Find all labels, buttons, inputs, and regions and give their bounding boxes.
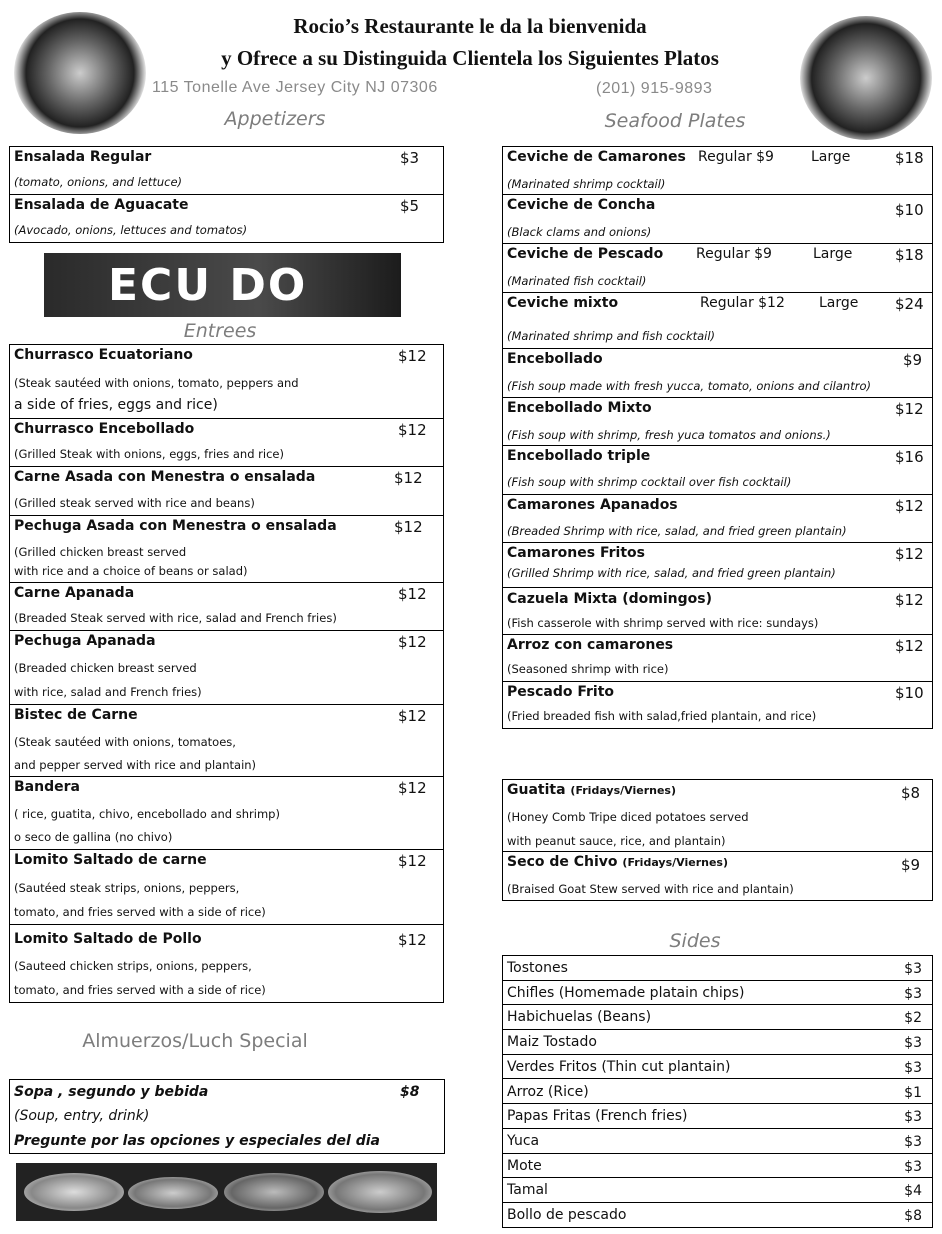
item-desc: ( rice, guatita, chivo, encebollado and shrimp) [14, 807, 280, 821]
side-name: Arroz (Rice) [507, 1083, 589, 1100]
item-price: $12 [398, 633, 427, 651]
side-row [503, 1178, 932, 1203]
item-price: $5 [400, 197, 420, 215]
side-row [503, 1104, 932, 1129]
item-name: Lomito Saltado de carne [14, 852, 207, 868]
title-line-2: y Ofrece a su Distinguida Clientela los Siguientes Platos [221, 46, 719, 70]
item-desc: (tomato, onions, and lettuce) [14, 175, 183, 189]
item-desc: (Marinated shrimp cocktail) [507, 177, 666, 191]
item-desc: (Fish soup made with fresh yucca, tomato, onions and cilantro) [507, 379, 871, 393]
item-regular-price: Regular $12 [700, 295, 785, 311]
side-name: Mote [507, 1157, 542, 1174]
item-name: Arroz con camarones [507, 637, 674, 653]
seafood-heading: Seafood Plates [604, 110, 746, 132]
side-row [503, 981, 932, 1006]
side-row [503, 1080, 932, 1105]
lunch-line-1: Sopa , segundo y bebida [14, 1084, 209, 1100]
item-desc: (Grilled steak served with rice and beans) [14, 496, 255, 510]
item-price: $9 [901, 856, 921, 874]
menu-item [503, 398, 932, 446]
phone: (201) 915-9893 [596, 80, 713, 97]
menu-item [10, 631, 443, 705]
side-price: $2 [904, 1010, 922, 1027]
menu-item [503, 543, 932, 588]
item-desc: (Fish soup with shrimp cocktail over fish cocktail) [507, 475, 792, 489]
item-name: Carne Asada con Menestra o ensalada [14, 469, 316, 485]
item-price: $12 [398, 852, 427, 870]
lunch-line-3: Pregunte por las opciones y especiales del dia [14, 1133, 380, 1149]
item-desc: (Grilled Steak with onions, eggs, fries and rice) [14, 447, 284, 461]
item-desc: (Grilled chicken breast served [14, 545, 187, 559]
item-name: Bandera [14, 779, 80, 795]
menu-item [10, 925, 443, 1003]
item-name: Camarones Fritos [507, 545, 645, 561]
specials-box [502, 779, 933, 901]
item-desc: (Honey Comb Tripe diced potatoes served [507, 810, 749, 824]
plate-1 [24, 1173, 124, 1211]
entrees-heading: Entrees [183, 320, 257, 342]
item-name: Pechuga Apanada [14, 633, 156, 649]
item-name: Churrasco Ecuatoriano [14, 347, 193, 363]
item-desc: and pepper served with rice and plantain) [14, 758, 257, 772]
item-price: $12 [895, 545, 924, 563]
menu-item [503, 349, 932, 398]
item-desc: (Marinated shrimp and fish cocktail) [507, 329, 716, 343]
side-price: $3 [904, 961, 922, 977]
plate-2 [128, 1177, 218, 1209]
lunch-price: $8 [400, 1084, 420, 1100]
item-desc: (Steak sautéed with onions, tomato, peppers and [14, 376, 299, 390]
menu-item [503, 635, 932, 682]
item-name: Ensalada de Aguacate [14, 197, 189, 213]
menu-item [10, 705, 443, 777]
item-desc: (Fish casserole with shrimp served with rice: sundays) [507, 616, 819, 630]
entrees-box [9, 344, 444, 1003]
side-name: Tamal [507, 1182, 548, 1199]
item-day-tag: (Fridays/Viernes) [570, 784, 676, 797]
menu-item [10, 777, 443, 850]
soup-photo [800, 16, 932, 140]
menu-item [10, 195, 443, 243]
menu-item [503, 244, 932, 293]
menu-item [503, 780, 932, 852]
menu-item [503, 293, 932, 349]
item-name: Pescado Frito [507, 684, 615, 700]
item-price: $12 [398, 931, 427, 949]
menu-item [503, 852, 932, 901]
item-name: Bistec de Carne [14, 707, 138, 723]
item-regular-price: Regular $9 [698, 149, 774, 165]
side-price: $4 [904, 1183, 922, 1200]
item-desc: (Breaded Steak served with rice, salad and French fries) [14, 611, 337, 625]
menu-item [503, 147, 932, 195]
seafood-box [502, 146, 933, 729]
item-name: Pechuga Asada con Menestra o ensalada [14, 518, 337, 534]
side-row [503, 1129, 932, 1154]
lunch-line-2: (Soup, entry, drink) [14, 1108, 150, 1124]
item-desc: tomato, and fries served with a side of rice) [14, 983, 266, 997]
item-desc: (Breaded chicken breast served [14, 661, 197, 675]
item-desc: (Marinated fish cocktail) [507, 274, 647, 288]
side-row [503, 1203, 932, 1228]
ceviche-photo [14, 12, 146, 134]
appetizers-heading: Appetizers [224, 108, 326, 130]
item-price: $10 [895, 684, 924, 702]
menu-item [503, 446, 932, 495]
item-price: $12 [895, 497, 924, 515]
item-price: $10 [895, 201, 924, 219]
plate-4 [328, 1171, 432, 1213]
side-row [503, 956, 932, 981]
menu-item [10, 850, 443, 925]
side-name: Verdes Fritos (Thin cut plantain) [507, 1058, 731, 1075]
menu-item [503, 682, 932, 729]
side-price: $3 [904, 1133, 922, 1150]
item-price: $12 [398, 585, 427, 603]
item-name: Churrasco Encebollado [14, 421, 195, 437]
item-desc: (Sauteed chicken strips, onions, peppers, [14, 959, 252, 973]
item-name: Ceviche de Concha [507, 197, 656, 213]
item-name: Carne Apanada [14, 585, 135, 601]
side-row [503, 1030, 932, 1055]
side-price: $3 [904, 985, 922, 1002]
item-name: Lomito Saltado de Pollo [14, 931, 202, 947]
item-price: $9 [903, 351, 923, 369]
plate-3 [224, 1173, 324, 1211]
item-day-tag: (Fridays/Viernes) [622, 856, 728, 869]
item-price: $12 [895, 591, 924, 609]
address: 115 Tonelle Ave Jersey City NJ 07306 [152, 79, 438, 96]
item-large-label: Large [819, 295, 859, 311]
item-desc: with rice and a choice of beans or salad) [14, 564, 248, 578]
item-price: $18 [895, 149, 924, 167]
side-name: Maiz Tostado [507, 1034, 597, 1051]
item-name [507, 782, 676, 798]
side-price: $3 [904, 1059, 922, 1076]
menu-item [10, 467, 443, 516]
item-desc: (Steak sautéed with onions, tomatoes, [14, 735, 236, 749]
food-strip [16, 1163, 437, 1221]
item-desc: a side of fries, eggs and rice) [14, 397, 218, 413]
item-price: $12 [398, 421, 427, 439]
item-desc: (Black clams and onions) [507, 225, 652, 239]
item-large-label: Large [811, 149, 851, 165]
item-desc: with peanut sauce, rice, and plantain) [507, 834, 726, 848]
lunch-heading: Almuerzos/Luch Special [82, 1030, 308, 1052]
menu-item [10, 419, 443, 467]
side-name: Bollo de pescado [507, 1207, 627, 1223]
side-price: $3 [904, 1035, 922, 1052]
item-desc: o seco de gallina (no chivo) [14, 830, 173, 844]
item-name [507, 854, 728, 870]
side-price: $3 [904, 1109, 922, 1126]
item-name: Ensalada Regular [14, 149, 152, 165]
title-line-1: Rocio’s Restaurante le da la bienvenida [293, 14, 647, 38]
item-price: $16 [895, 448, 924, 466]
item-price: $12 [394, 469, 423, 487]
menu-item [503, 495, 932, 543]
item-price: $12 [398, 347, 427, 365]
side-row [503, 1154, 932, 1179]
item-price: $12 [398, 779, 427, 797]
item-name: Ceviche mixto [507, 295, 619, 311]
side-price: $3 [904, 1158, 922, 1175]
side-name: Habichuelas (Beans) [507, 1009, 652, 1026]
menu-item [503, 195, 932, 244]
item-desc: with rice, salad and French fries) [14, 685, 202, 699]
menu-item [10, 345, 443, 419]
menu-item [10, 147, 443, 195]
side-name: Papas Fritas (French fries) [507, 1108, 688, 1125]
side-price: $1 [904, 1084, 922, 1101]
menu-item [503, 588, 932, 635]
item-desc: (Seasoned shrimp with rice) [507, 662, 669, 676]
item-regular-price: Regular $9 [696, 246, 772, 262]
side-row [503, 1005, 932, 1030]
item-name: Encebollado triple [507, 448, 651, 464]
banner-text: ECU DO [108, 260, 308, 311]
item-price: $12 [398, 707, 427, 725]
side-name: Chifles (Homemade platain chips) [507, 984, 745, 1001]
item-title: Seco de Chivo [507, 854, 618, 870]
item-price: $12 [394, 518, 423, 536]
item-title: Guatita [507, 782, 566, 798]
item-desc: (Braised Goat Stew served with rice and plantain) [507, 882, 794, 896]
appetizers-box [9, 146, 444, 243]
item-name: Encebollado [507, 351, 603, 367]
item-price: $3 [400, 149, 420, 167]
menu-item [10, 516, 443, 583]
side-name: Tostones [507, 960, 568, 976]
item-price: $12 [895, 637, 924, 655]
item-desc: tomato, and fries served with a side of rice) [14, 905, 266, 919]
sides-heading: Sides [669, 930, 721, 952]
item-large-label: Large [813, 246, 853, 262]
item-name: Encebollado Mixto [507, 400, 652, 416]
item-price: $12 [895, 400, 924, 418]
menu-item [10, 583, 443, 631]
item-desc: (Breaded Shrimp with rice, salad, and fried green plantain) [507, 524, 847, 538]
ecuador-banner [44, 253, 401, 317]
item-name: Cazuela Mixta (domingos) [507, 591, 712, 607]
sides-box [502, 955, 933, 1228]
item-name: Ceviche de Camarones [507, 149, 686, 165]
item-desc: (Fried breaded fish with salad,fried plantain, and rice) [507, 709, 817, 723]
side-row [503, 1055, 932, 1080]
item-desc: (Fish soup with shrimp, fresh yuca tomatos and onions.) [507, 428, 831, 442]
lunch-box [9, 1079, 445, 1154]
side-name: Yuca [507, 1132, 540, 1149]
item-price: $18 [895, 246, 924, 264]
item-desc: (Avocado, onions, lettuces and tomatos) [14, 223, 248, 237]
item-name: Ceviche de Pescado [507, 246, 664, 262]
item-desc: (Sautéed steak strips, onions, peppers, [14, 881, 240, 895]
item-desc: (Grilled Shrimp with rice, salad, and fried green plantain) [507, 566, 836, 580]
item-price: $24 [895, 295, 924, 313]
item-price: $8 [901, 784, 921, 802]
side-price: $8 [904, 1208, 922, 1224]
item-name: Camarones Apanados [507, 497, 678, 513]
